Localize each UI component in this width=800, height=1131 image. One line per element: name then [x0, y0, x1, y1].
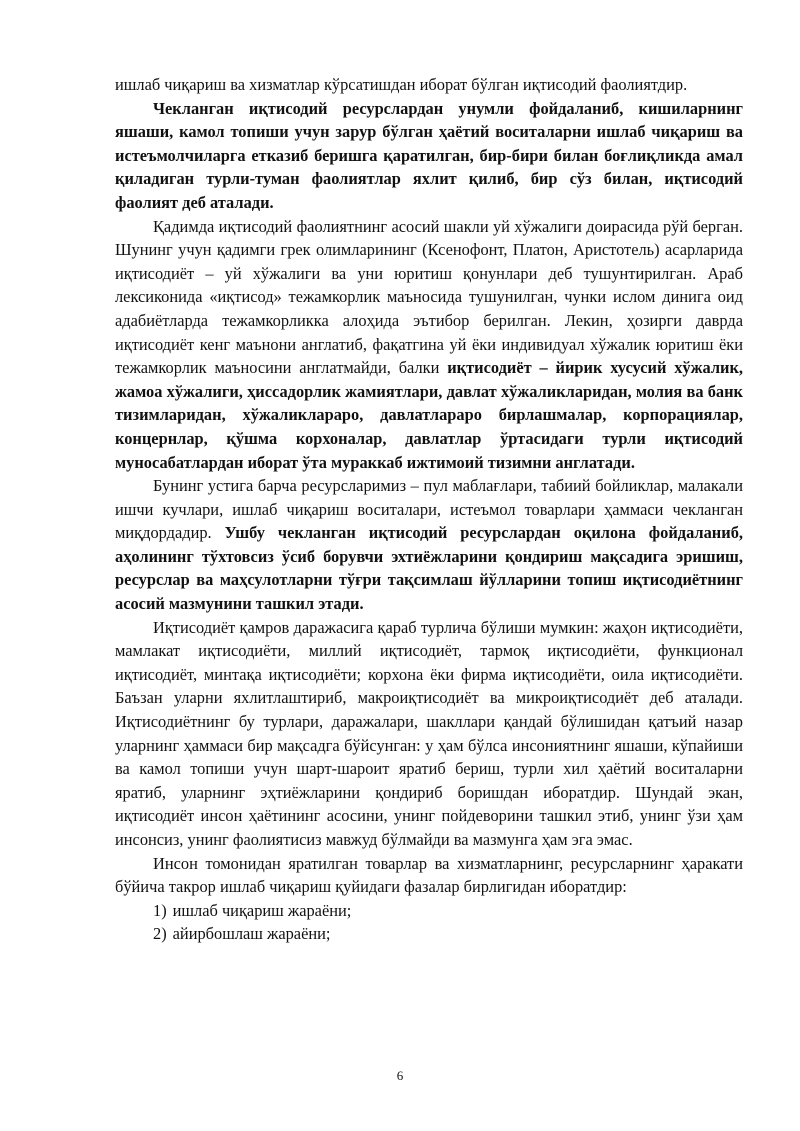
paragraph-resources — [115, 474, 743, 616]
list-item — [115, 922, 743, 946]
paragraph-history — [115, 215, 743, 475]
list-item — [115, 899, 743, 923]
list-item-number: 2) — [153, 924, 167, 944]
list-item-text: ишлаб чиқариш жараёни; — [172, 900, 352, 920]
paragraph-scope: Иқтисодиёт қамров даражасига қараб турлича бўлиши мумкин: жаҳон иқтисодиёти, мамлакат иқтисодиёти, миллий иқтисодиёт, тармоқ иқтисодиёти, функционал иқтисодиёт, минтақа иқтисодиёти; корхона ёки фирма иқтисодиёти, оила иқтисодиёти. Баъзан уларни яхлитлаштириб, макроиқтисодиёт ва микроиқтисодиёт деб аталади. Иқтисодиётнинг бу турлари, даражалари, шакллари қандай бўлишидан қатъий назар уларнинг ҳаммаси бир мақсадга бўйсунган: у ҳам бўлса инсониятнинг яшаши, кўпайиши ва камол топиши учун шарт-шароит яратиб бериш, турли хил ҳаётий воситаларни яратиб, уларнинг эҳтиёжларини қондириб боришдан иборатдир. Шундай экан, иқтисодиёт инсон ҳаётининг асосини, унинг пойдеворини ташкил этиб, унинг ўзи ҳам инсонсиз, унинг фаолиятисиз мавжуд бўлмайди ва мазмунга ҳам эга эмас. — [115, 617, 743, 849]
paragraph-continuation: ишлаб чиқариш ва хизматлар кўрсатишдан иборат бўлган иқтисодий фаолиятдир. — [115, 75, 688, 94]
page-number: 6 — [396, 1068, 404, 1083]
list-item-number: 1) — [153, 900, 167, 920]
paragraph-phases: Инсон томонидан яратилган товарлар ва хизматларнинг, ресурсларнинг ҳаракати бўйича такрор ишлаб чиқариш қуйидаги фазалар бирлигидан иборатдир: — [115, 853, 743, 897]
resources-text: Бунинг устига барча ресурсларимиз – пул маблағлари, табиий бойликлар, малакали ишчи кучлари, ишлаб чиқариш воситалари, истеъмол товарлари ҳаммаси чекланган миқдордадир. — [115, 476, 743, 543]
paragraph-definition — [115, 97, 743, 215]
resources-bold-text: Ушбу чекланган иқтисодий ресурслардан оқилона фойдаланиб, аҳолининг тўхтовсиз ўсиб борувчи эхтиёжларини қондириш мақсадига эришиш, ресурслар ва маҳсулотларни тўғри тақсимлаш йўлларини топиш иқтисодиётнинг асосий мазмунини ташкил этади. — [115, 523, 743, 614]
list-item-text: айирбошлаш жараёни; — [172, 924, 331, 944]
history-text: Қадимда иқтисодий фаолиятнинг асосий шакли уй хўжалиги доирасида рўй берган. Шунинг учун қадимги грек олимларининг (Ксенофонт, Платон, Аристотель) асарларида иқтисодиёт – уй хўжалиги ва уни юритиш қонунлари деб тушунтирилган. Араб лексиконида «иқтисод» тежамкорлик маъносида тушунилган, чунки ислом динига оид адабиётларда тежамкорликка алоҳида эътибор берилган. Лекин, ҳозирги даврда иқтисодиёт кенг маънони англатиб, фақатгина уй ёки индивидуал хўжалик юритиш ёки тежамкорлик маъносини англатмайди, балки — [115, 216, 743, 378]
history-bold-text: иқтисодиёт – йирик хусусий хўжалик, жамоа хўжалиги, ҳиссадорлик жамиятлари, давлат хўжаликларидан, молия ва банк тизимларидан, хўжаликлараро, давлатлараро бирлашмалар, корпорациялар, концернлар, қўшма корхоналар, давлатлар ўртасидаги турли иқтисодий муносабатлардан иборат ўта мураккаб ижтимоий тизимни англатади. — [115, 358, 744, 472]
document-page — [115, 73, 743, 946]
definition-bold-text: Чекланган иқтисодий ресурслардан унумли фойдаланиб, кишиларнинг яшаши, камол топиши учун зарур бўлган ҳаётий воситаларни ишлаб чиқариш ва истеъмолчиларга етказиб беришга қаратилган, бир-бири билан боғлиқликда амал қиладиган турли-туман фаолиятлар яхлит қилиб, бир сўз билан, иқтисодий фаолият деб аталади. — [115, 98, 743, 212]
